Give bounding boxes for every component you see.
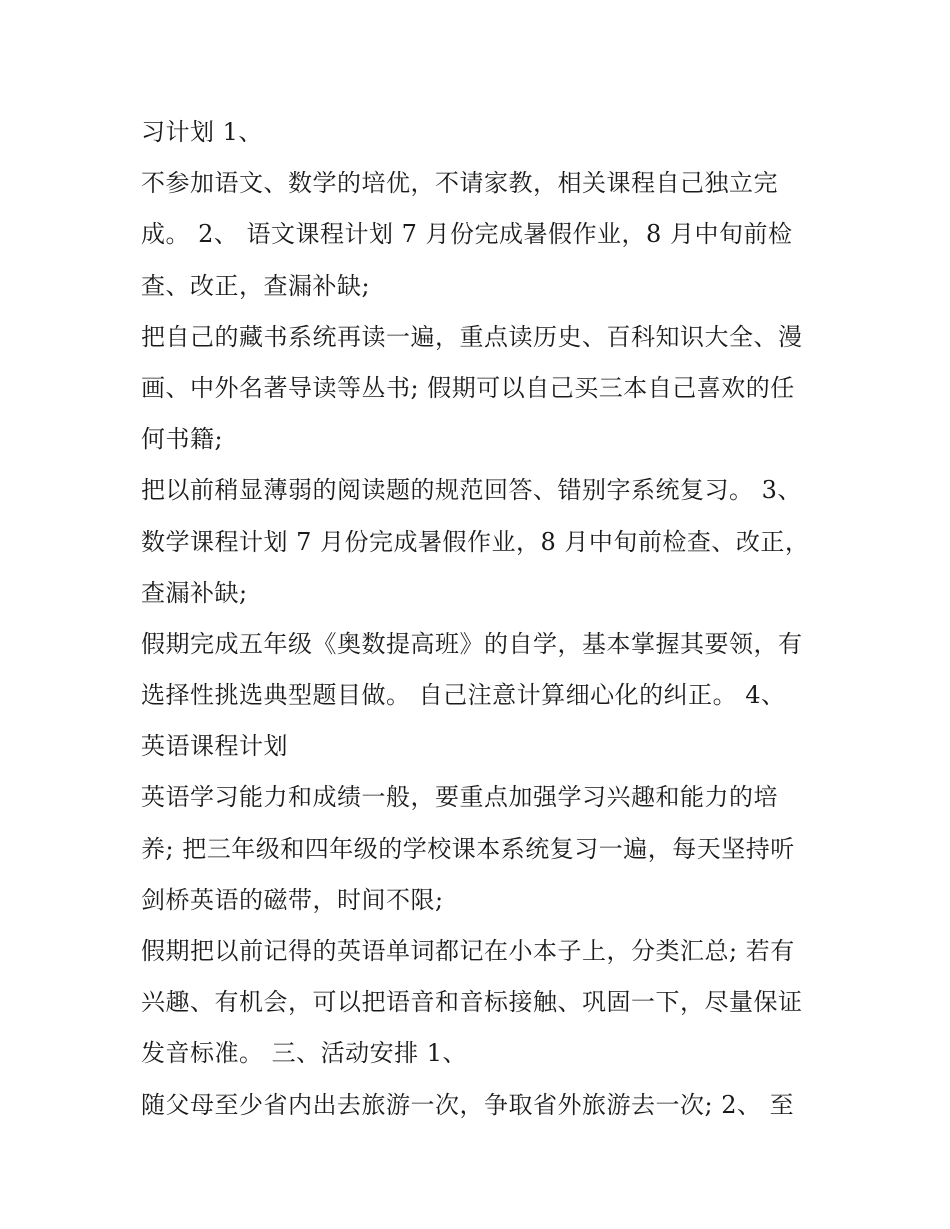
text-line: 英语学习能力和成绩一般，要重点加强学习兴趣和能力的培 [141,783,778,812]
text-line: 数学课程计划 7 月份完成暑假作业，8 月中旬前检查、改正， [141,527,810,556]
text-line: 画、中外名著导读等丛书; 假期可以自己买三本自己喜欢的任 [141,373,795,402]
text-line: 假期完成五年级《奥数提高班》的自学，基本掌握其要领，有 [141,629,803,658]
text-line: 剑桥英语的磁带，时间不限; [141,885,444,914]
text-line: 选择性挑选典型题目做。 自己注意计算细心化的纠正。 4、 [141,681,786,710]
text-line: 查、改正，查漏补缺; [141,271,371,300]
text-line: 习计划 1、 [141,118,263,146]
text-line: 不参加语文、数学的培优，不请家教，相关课程自己独立完 [141,169,778,198]
text-line: 养; 把三年级和四年级的学校课本系统复习一遍，每天坚持听 [141,834,795,863]
text-line: 成。 2、 语文课程计划 7 月份完成暑假作业，8 月中旬前检 [141,220,793,249]
text-line: 何书籍; [141,425,224,454]
text-line: 查漏补缺; [141,578,248,607]
text-line: 兴趣、有机会，可以把语音和音标接触、巩固一下，尽量保证 [141,988,803,1017]
text-line: 假期把以前记得的英语单词都记在小本子上，分类汇总; 若有 [141,937,795,965]
text-line: 发音标准。 三、活动安排 1、 [141,1039,468,1068]
text-line: 随父母至少省内出去旅游一次，争取省外旅游去一次; 2、 至 [141,1090,795,1119]
document-body [141,110,841,1134]
text-line: 英语课程计划 [141,732,288,761]
text-line: 把以前稍显薄弱的阅读题的规范回答、错别字系统复习。 3、 [141,476,802,505]
text-line: 把自己的藏书系统再读一遍，重点读历史、百科知识大全、漫 [141,322,803,351]
